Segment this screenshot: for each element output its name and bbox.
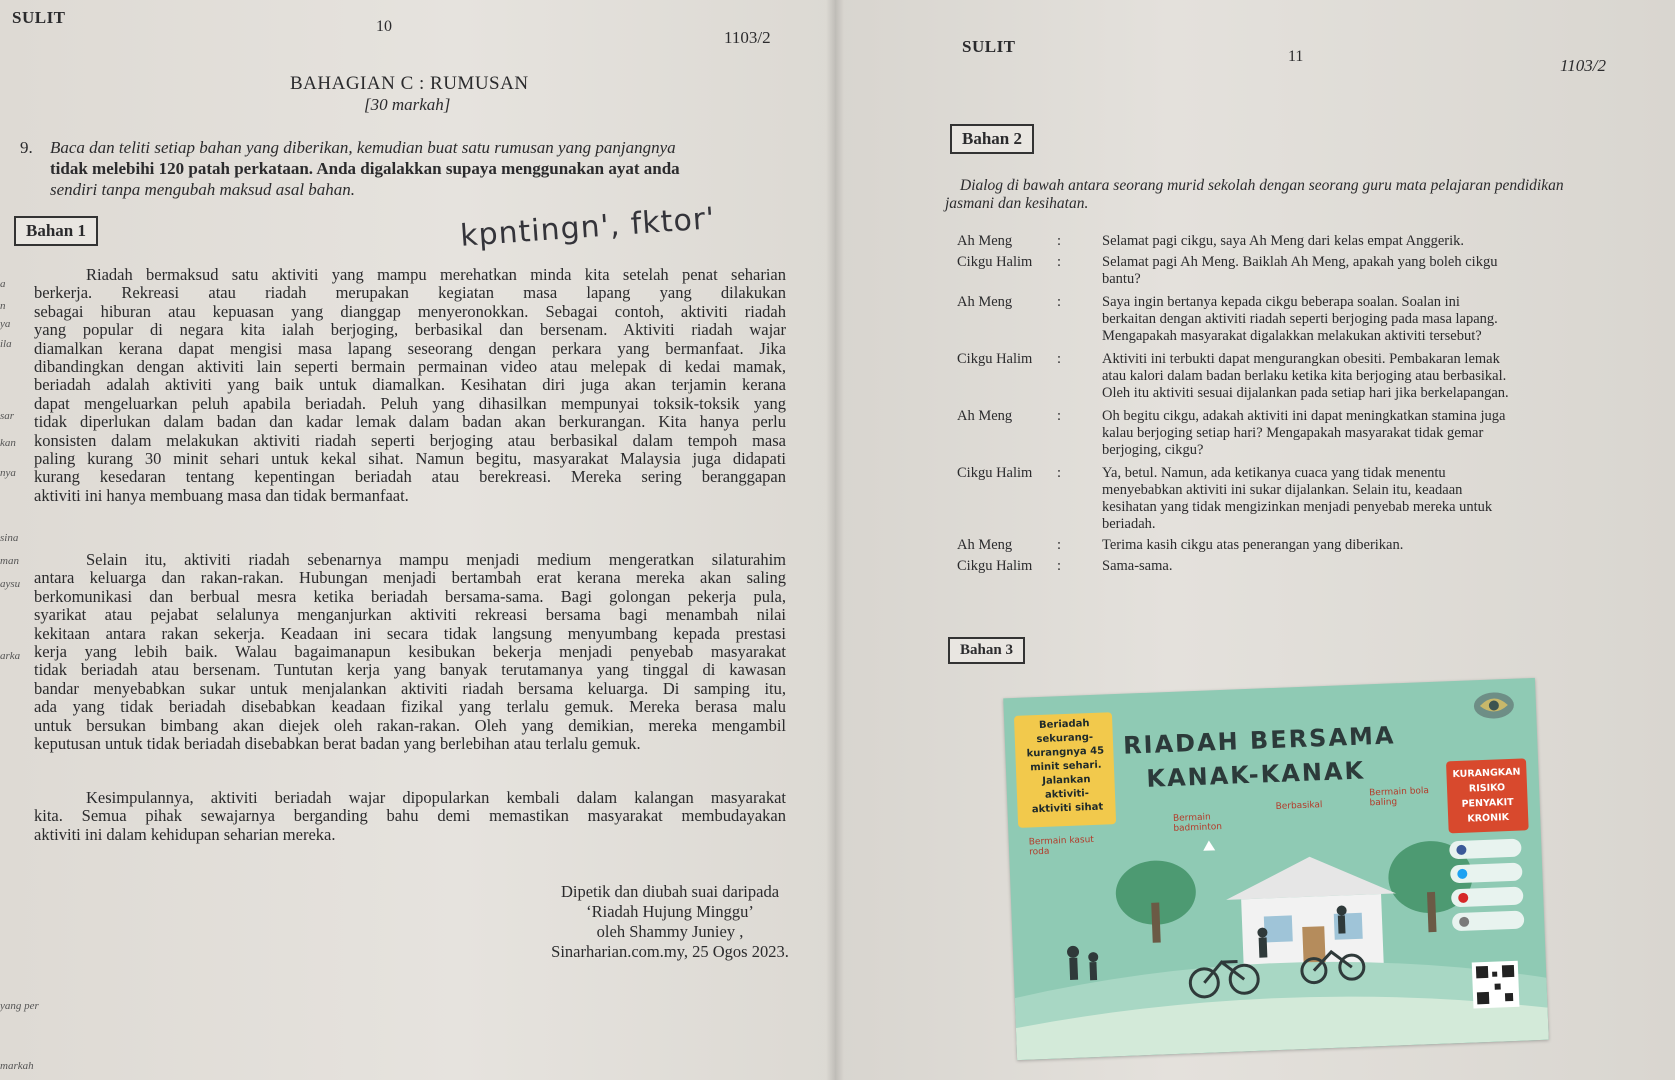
poster-info-line: minit sehari. xyxy=(1030,759,1102,774)
text-line: Kesimpulannya, aktiviti beriadah wajar dipopularkan kembali dalam kalangan masyarakat xyxy=(86,788,786,807)
text-line: dapat mengeluarkan peluh apabila beriadah. Peluh yang dihasilkan mempunyai toksik-toksik yang xyxy=(34,393,786,413)
source-citation xyxy=(520,882,820,962)
dialog-line: Terima kasih cikgu atas penerangan yang diberikan. xyxy=(1102,537,1404,553)
dialog-speaker: Ah Meng xyxy=(957,233,1013,249)
text-line: tidak beriadah atau bersenam. Tuntutan kerja yang banyak terutamanya yang tinggal di kawasan xyxy=(34,660,786,680)
dialog-line: berjoging, cikgu? xyxy=(1102,442,1204,458)
text-line: kita. Semua pihak sewajarnya berganding bahu demi memastikan masyarakat membudayakan xyxy=(34,806,786,826)
margin-note: ya xyxy=(0,318,11,330)
margin-note: sina xyxy=(0,532,19,544)
dialog-colon: : xyxy=(1057,254,1062,270)
dialog-line: bantu? xyxy=(1102,271,1141,287)
text-line: kekitaan antara rakan sekerja. Keadaan ini secara tidak langsung menyumbang kepada prestasi xyxy=(34,623,786,643)
page-number-right: 11 xyxy=(1288,48,1304,65)
margin-note: arka xyxy=(0,650,21,662)
sulit-header-right: SULIT xyxy=(962,37,1016,56)
dialog-colon: : xyxy=(1057,408,1062,424)
dialog-line: atau kalori dalam badan berlaku ketika kita berjoging atau berbasikal. xyxy=(1102,368,1507,384)
text-line: syarikat atau pejabat selalunya menganjurkan aktiviti rekreasi bersama bagi menambah nilai xyxy=(34,605,786,625)
bahan-3-label: Bahan 3 xyxy=(948,637,1025,664)
handwritten-annotation: kpntingn', fktor' xyxy=(459,201,717,254)
text-line: berkomunikasi dan berbual mesra ketika beriadah bersama-sama. Bagi golongan pekerja pula, xyxy=(34,586,786,606)
dialog-turn xyxy=(957,537,1557,554)
poster-illustration xyxy=(1003,678,1549,1060)
dialog-colon: : xyxy=(1057,233,1062,249)
dialog-line: Selamat pagi cikgu, saya Ah Meng dari kelas empat Anggerik. xyxy=(1102,233,1465,249)
text-line: aktiviti ini hanya membuang masa dan tidak bermanfaat. xyxy=(34,485,409,505)
bahan-1-paragraph-1 xyxy=(34,266,786,505)
dialog-speaker: Cikgu Halim xyxy=(957,254,1033,270)
poster-info-line: sekurang- xyxy=(1036,731,1094,746)
dialog-turn xyxy=(957,558,1557,575)
text-line: untuk bersukan bimbang akan diejek oleh rakan-rakan. Oleh yang demikian, mereka mengambil xyxy=(34,715,786,735)
bahan-2-intro-line-1: Dialog di bawah antara seorang murid sekolah dengan seorang guru mata pelajaran pendidikan xyxy=(960,177,1564,194)
page-number-left: 10 xyxy=(376,18,392,35)
bahan-2-dialog xyxy=(957,233,1557,583)
dialog-colon: : xyxy=(1057,537,1062,553)
text-line: kerja yang lebih baik. Walau bagaimanapun kesibukan bekerja menjadi penyebab masyarakat xyxy=(34,641,786,661)
bahan-2-label: Bahan 2 xyxy=(950,124,1034,154)
dialog-line: Oh begitu cikgu, adakah aktiviti ini dapat meningkatkan stamina juga xyxy=(1102,408,1506,424)
text-line: Riadah bermaksud satu aktiviti yang mampu merehatkan minda kita setelah penat seharian xyxy=(86,265,786,284)
question-text-line-1: Baca dan teliti setiap bahan yang diberikan, kemudian buat satu rumusan yang panjangnya xyxy=(50,138,676,157)
sulit-header-left: SULIT xyxy=(12,8,66,27)
text-line: yang popular di negara kita ialah berjoging, berbasikal dan bersenam. Aktiviti riadah wajar xyxy=(34,320,786,340)
text-line: ada yang tidak beriadah disebabkan keadaan fizikal yang terlalu gemuk. Mereka berasa malu xyxy=(34,697,786,717)
poster-info-line: Beriadah xyxy=(1038,718,1090,731)
margin-note: a xyxy=(0,278,6,290)
poster-info-line: kurangnya 45 xyxy=(1026,745,1105,760)
bahan-1-label: Bahan 1 xyxy=(14,216,98,246)
poster-badge-line: RISIKO xyxy=(1468,782,1506,795)
margin-note: markah xyxy=(0,1060,34,1072)
dialog-turn xyxy=(957,351,1557,402)
source-line: ‘Riadah Hujung Minggu’ xyxy=(586,902,754,921)
dialog-colon: : xyxy=(1057,294,1062,310)
bahan-1-paragraph-2 xyxy=(34,551,786,753)
question-number: 9. xyxy=(20,138,33,157)
dialog-line: kalau berjoging setiap hari? Mengapakah masyarakat tidak gemar xyxy=(1102,425,1484,441)
section-marks: [30 markah] xyxy=(364,95,451,114)
dialog-line: Oleh itu aktiviti sesuai dijalankan pada setiap hari jika berkelapangan. xyxy=(1102,385,1509,401)
dialog-line: menyebabkan aktiviti ini sukar dijalankan. Selain itu, keadaan xyxy=(1102,482,1463,498)
text-line: sebagai hiburan atau kepuasan yang dianggap menyeronokkan. Sebagai contoh, aktiviti riadah xyxy=(34,301,786,321)
poster-title-line-1: RIADAH BERSAMA xyxy=(1122,721,1396,760)
poster-badge-line: PENYAKIT xyxy=(1461,796,1514,810)
source-line: Dipetik dan diubah suai daripada xyxy=(560,882,780,901)
dialog-line: Saya ingin bertanya kepada cikgu beberapa soalan. Soalan ini xyxy=(1102,294,1460,310)
poster-badge-line: KRONIK xyxy=(1467,812,1510,825)
poster-badge-line: KURANGKAN xyxy=(1452,766,1521,781)
paper-code-right: 1103/2 xyxy=(1560,56,1606,75)
poster-activity-1: Bermain kasut roda xyxy=(1028,834,1095,858)
source-line: Sinarharian.com.my, 25 Ogos 2023. xyxy=(551,942,789,961)
text-line: aktiviti ini dalam kehidupan seharian mereka. xyxy=(34,824,336,844)
bahan-2-intro-line-2: jasmani dan kesihatan. xyxy=(945,195,1089,212)
poster-activity-3: Berbasikal xyxy=(1275,800,1323,812)
text-line: bandar menyebabkan sukar untuk menjalankan aktiviti riadah bersama keluarga. Di samping itu, xyxy=(34,678,786,698)
question-text-line-2: tidak melebihi 120 patah perkataan. Anda digalakkan supaya menggunakan ayat anda xyxy=(50,159,680,178)
dialog-turn xyxy=(957,254,1557,288)
text-line: paling kurang 30 minit sehari untuk kekal sihat. Namun begitu, masyarakat Malaysia juga didapati xyxy=(34,448,786,468)
margin-note: sar xyxy=(0,410,15,422)
dialog-turn xyxy=(957,408,1557,459)
section-title: BAHAGIAN C : RUMUSAN xyxy=(290,73,529,94)
dialog-speaker: Ah Meng xyxy=(957,294,1013,310)
dialog-line: Aktiviti ini terbukti dapat mengurangkan obesiti. Pembakaran lemak xyxy=(1102,351,1500,367)
source-line: oleh Shammy Juniey , xyxy=(596,922,744,941)
text-line: keputusan untuk tidak beriadah disebabkan berat badan yang berlebihan atau terlalu gemuk. xyxy=(34,733,641,753)
text-line: beriadah adalah aktiviti yang baik untuk diamalkan. Kesihatan diri juga akan terjamin kerana xyxy=(34,375,786,395)
dialog-turn xyxy=(957,233,1557,250)
text-line: dibandingkan dengan aktiviti lain seperti bermain permainan video atau melepak di kedai mamak, xyxy=(34,356,786,376)
dialog-line: kesihatan yang tidak mengizinkan menjadi penyebab mereka untuk xyxy=(1102,499,1493,515)
dialog-line: Sama-sama. xyxy=(1102,558,1173,574)
text-line: berkerja. Rekreasi atau riadah merupakan kegiatan masa lapang yang dilakukan xyxy=(34,283,786,303)
dialog-line: berkaitan dengan aktiviti riadah seperti berjoging pada masa lapang. xyxy=(1102,311,1498,327)
bahan-3-poster xyxy=(1003,678,1549,1060)
qr-code-icon xyxy=(1472,961,1520,1009)
paper-code-left: 1103/2 xyxy=(724,28,771,47)
text-line: antara keluarga dan rakan-rakan. Hubungan menjadi bertambah erat kerana mereka akan saling xyxy=(34,568,786,588)
margin-note: yang per xyxy=(0,1000,39,1012)
margin-note: aysu xyxy=(0,578,21,590)
poster-info-line: aktiviti sihat xyxy=(1031,801,1104,816)
poster-activity-4: Bermain bola baling xyxy=(1368,786,1430,809)
margin-note: nya xyxy=(0,467,16,479)
dialog-speaker: Cikgu Halim xyxy=(957,465,1033,481)
poster-title-line-2: KANAK-KANAK xyxy=(1145,756,1366,793)
margin-note: n xyxy=(0,300,6,312)
question-text-line-3: sendiri tanpa mengubah maksud asal bahan. xyxy=(50,180,356,199)
dialog-colon: : xyxy=(1057,351,1062,367)
text-line: tidak diperlukan dalam badan dan kadar lemak dalam badan akan berkurangan. Kita hanya perlu xyxy=(34,412,786,432)
dialog-line: Mengapakah masyarakat digalakkan melakukan aktiviti tersebut? xyxy=(1102,328,1482,344)
margin-note: man xyxy=(0,555,19,567)
margin-note: kan xyxy=(0,437,16,449)
dialog-line: Selamat pagi Ah Meng. Baiklah Ah Meng, apakah yang boleh cikgu xyxy=(1102,254,1498,270)
text-line: kurang kesedaran tentang kepentingan beriadah atau berekreasi. Mereka sering beranggapan xyxy=(34,467,786,487)
dialog-speaker: Ah Meng xyxy=(957,537,1013,553)
bahan-1-paragraph-3 xyxy=(34,789,786,844)
book-gutter xyxy=(826,0,844,1080)
margin-note: ila xyxy=(0,338,12,350)
dialog-line: beriadah. xyxy=(1102,516,1156,532)
text-line: diamalkan kerana dapat mengisi masa lapang seseorang dengan perkara yang bermanfaat. Jika xyxy=(34,338,786,358)
poster-info-line: Jalankan xyxy=(1042,774,1091,787)
poster-info-line: aktiviti- xyxy=(1044,788,1090,801)
dialog-line: Ya, betul. Namun, ada ketikanya cuaca yang tidak menentu xyxy=(1102,465,1446,481)
dialog-speaker: Cikgu Halim xyxy=(957,558,1033,574)
dialog-turn xyxy=(957,294,1557,345)
dialog-colon: : xyxy=(1057,465,1062,481)
poster-activity-2: Bermain badminton xyxy=(1172,812,1223,834)
dialog-speaker: Ah Meng xyxy=(957,408,1013,424)
dialog-speaker: Cikgu Halim xyxy=(957,351,1033,367)
text-line: Selain itu, aktiviti riadah sebenarnya mampu menjadi medium mengeratkan silaturahim xyxy=(86,550,786,569)
dialog-colon: : xyxy=(1057,558,1062,574)
text-line: konsisten dalam melakukan aktiviti riadah seperti berjoging atau berbasikal dalam tempoh masa xyxy=(34,430,786,450)
dialog-turn xyxy=(957,465,1557,533)
